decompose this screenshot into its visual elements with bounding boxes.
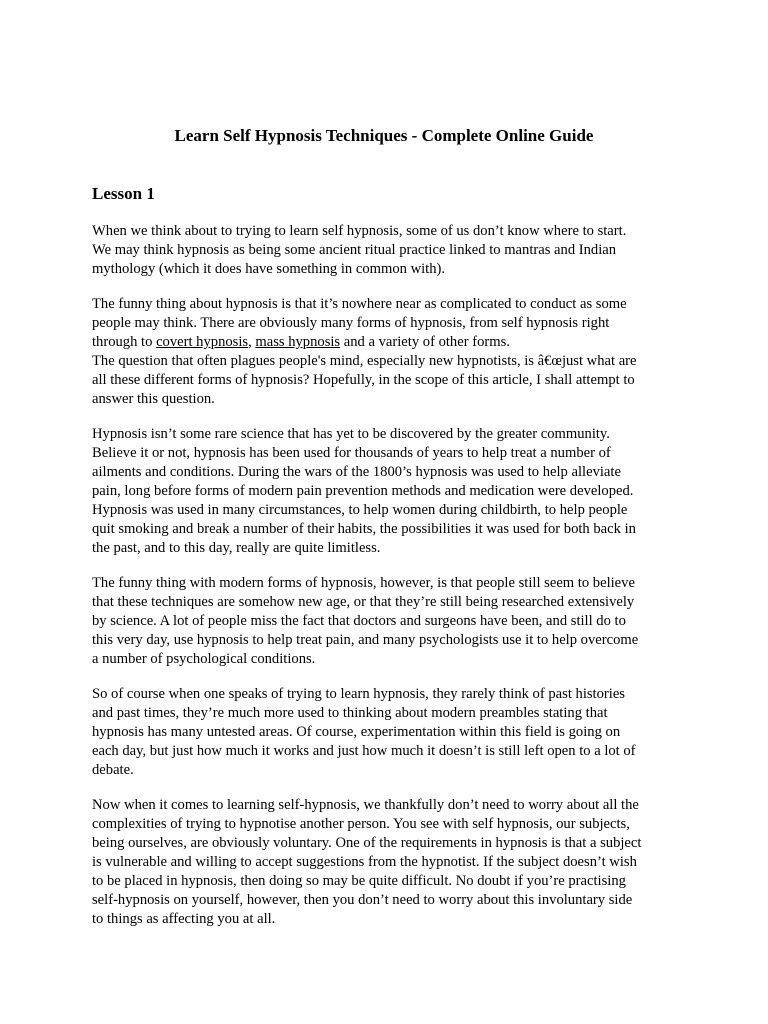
text-fragment: through to — [92, 334, 157, 350]
text-line: Now when it comes to learning self-hypnosis, we thankfully don’t need to worry about all the — [92, 797, 639, 813]
text-line: each day, but just how much it works and just how much it doesn’t is still left open to a lot of — [92, 743, 636, 759]
text-line: is vulnerable and willing to accept suggestions from the hypnotist. If the subject doesn’t wish — [92, 854, 637, 870]
text-line: The funny thing with modern forms of hypnosis, however, is that people still seem to believe — [92, 575, 635, 591]
text-line: and past times, they’re much more used to thinking about modern preambles stating that — [92, 705, 608, 721]
document-page — [92, 126, 676, 929]
paragraph-3 — [92, 425, 676, 558]
text-line: this very day, use hypnosis to help treat pain, and many psychologists use it to help overcome — [92, 632, 639, 648]
paragraph-6 — [92, 796, 676, 929]
text-line: self-hypnosis on yourself, however, then you don’t need to worry about this involuntary side — [92, 892, 633, 908]
text-line: people may think. There are obviously many forms of hypnosis, from self hypnosis right — [92, 315, 610, 331]
text-line: complexities of trying to hypnotise another person. You see with self hypnosis, our subjects, — [92, 816, 630, 832]
text-line: We may think hypnosis as being some ancient ritual practice linked to mantras and Indian — [92, 242, 617, 258]
text-line: When we think about to trying to learn self hypnosis, some of us don’t know where to start. — [92, 223, 627, 239]
text-line: by science. A lot of people miss the fact that doctors and surgeons have been, and still do to — [92, 613, 626, 629]
text-line: Hypnosis was used in many circumstances, to help women during childbirth, to help people — [92, 502, 628, 518]
mass-hypnosis-link[interactable]: mass hypnosis — [255, 334, 341, 350]
text-line: that these techniques are somehow new age, or that they’re still being researched extensively — [92, 594, 635, 610]
text-line: Hypnosis isn’t some rare science that has yet to be discovered by the greater community. — [92, 426, 610, 442]
text-line: Believe it or not, hypnosis has been used for thousands of years to help treat a number of — [92, 445, 611, 461]
text-line: to things as affecting you at all. — [92, 911, 276, 927]
text-line: being ourselves, are obviously voluntary. One of the requirements in hypnosis is that a subject — [92, 835, 642, 851]
document-title: Learn Self Hypnosis Techniques - Complete Online Guide — [174, 126, 594, 145]
text-line: all these different forms of hypnosis? Hopefully, in the scope of this article, I shall attempt to — [92, 372, 635, 388]
paragraph-4 — [92, 574, 676, 669]
text-line: a number of psychological conditions. — [92, 651, 316, 667]
text-line: debate. — [92, 762, 134, 778]
text-line: answer this question. — [92, 391, 215, 407]
text-line: mythology (which it does have something in common with). — [92, 261, 446, 277]
text-line-with-links — [92, 333, 676, 352]
text-line: pain, long before forms of modern pain prevention methods and medication were developed. — [92, 483, 634, 499]
text-line: hypnosis has many untested areas. Of course, experimentation within this field is going on — [92, 724, 621, 740]
text-line: So of course when one speaks of trying to learn hypnosis, they rarely think of past histories — [92, 686, 625, 702]
paragraph-5 — [92, 685, 676, 780]
lesson-heading: Lesson 1 — [92, 184, 155, 203]
text-fragment: , — [248, 334, 256, 350]
text-fragment: and a variety of other forms. — [340, 334, 510, 350]
paragraph-1 — [92, 222, 676, 279]
text-line: The question that often plagues people's mind, especially new hypnotists, is â€œjust what are — [92, 353, 637, 369]
text-line: quit smoking and break a number of their habits, the possibilities it was used for both back in — [92, 521, 636, 537]
text-line: to be placed in hypnosis, then doing so may be quite difficult. No doubt if you’re practising — [92, 873, 626, 889]
text-line: The funny thing about hypnosis is that it’s nowhere near as complicated to conduct as some — [92, 296, 627, 312]
covert-hypnosis-link[interactable]: covert hypnosis — [156, 334, 249, 350]
paragraph-2 — [92, 295, 676, 409]
text-line: ailments and conditions. During the wars of the 1800’s hypnosis was used to help alleviate — [92, 464, 621, 480]
text-line: the past, and to this day, really are quite limitless. — [92, 540, 381, 556]
